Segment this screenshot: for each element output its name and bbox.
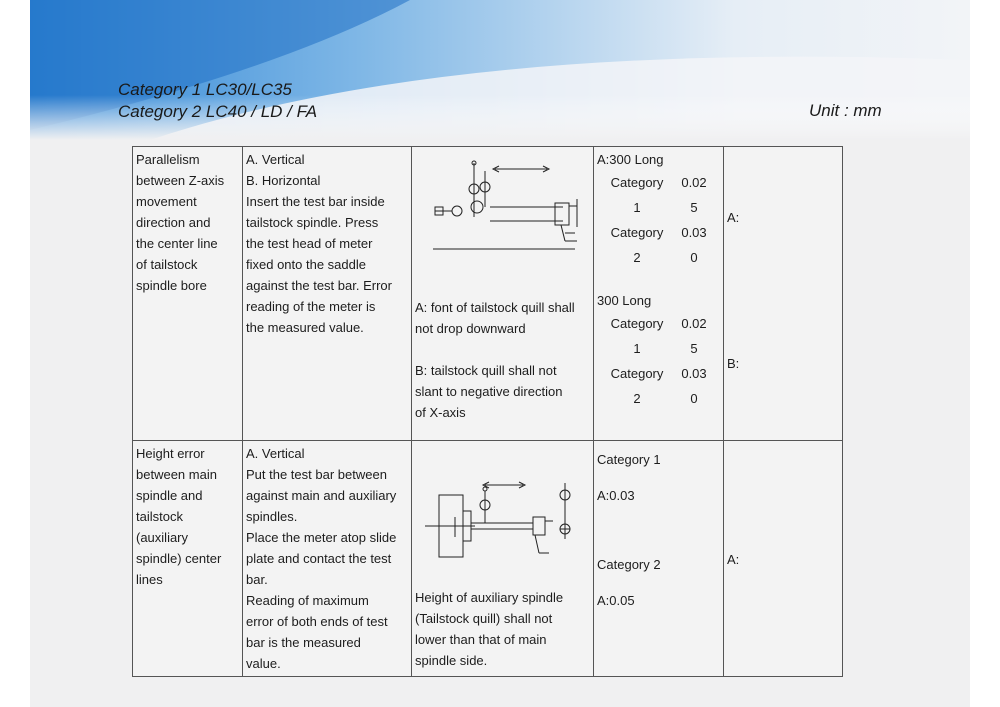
requirement-note: Height of auxiliary spindle (Tailstock quill) shall not lower than that of main spindle side. (415, 590, 564, 668)
method-cell: A. Vertical B. Horizontal Insert the test bar inside tailstock spindle. Press the test head of meter fixed onto the saddle against the test bar. Error reading of the meter is the measured value. (243, 147, 412, 441)
category-line-2: Category 2 LC40 / LD / FA (118, 102, 318, 121)
tolerance-a-grid (597, 170, 720, 270)
tolerance-label: 1 (633, 341, 641, 356)
inspection-table (132, 146, 843, 677)
table-row (133, 147, 843, 441)
tolerance-line: A:0.03 (597, 488, 635, 503)
tolerance-value: 0 (690, 391, 698, 406)
tolerance-value: 0 (690, 250, 698, 265)
parallelism-test-diagram (415, 149, 590, 297)
result-a: A: (727, 210, 740, 225)
tolerance-label: Category (610, 225, 664, 240)
tolerance-label: 2 (633, 391, 641, 406)
tolerance-b-grid (597, 311, 720, 411)
result-cell (724, 441, 843, 677)
tolerance-line: Category 1 (597, 452, 661, 467)
diagram-note-cell (412, 147, 594, 441)
tolerance-value: 0.03 (681, 366, 707, 381)
category-line-1: Category 1 LC30/LC35 (118, 80, 292, 99)
item-cell: Parallelism between Z-axis movement direction and the center line of tailstock spindle bore (133, 147, 243, 441)
table-row (133, 441, 843, 677)
tolerance-value: 5 (690, 200, 698, 215)
diagram-note-cell (412, 441, 594, 677)
tolerance-line: A:0.05 (597, 593, 635, 608)
tolerance-value: 0.03 (681, 225, 707, 240)
tolerance-label: Category (610, 316, 664, 331)
tolerance-value: 0.02 (681, 316, 707, 331)
result-a: A: (727, 552, 740, 567)
tolerance-value: 5 (690, 341, 698, 356)
tolerance-cell (594, 441, 724, 677)
tolerance-label: Category (610, 175, 664, 190)
slide (30, 0, 970, 707)
tolerance-a-title: A:300 Long (597, 152, 664, 167)
tolerance-b-title: 300 Long (597, 293, 652, 308)
height-error-test-diagram (415, 443, 590, 587)
item-cell: Height error between main spindle and tailstock (auxiliary spindle) center lines (133, 441, 243, 677)
tolerance-cell (594, 147, 724, 441)
method-cell: A. Vertical Put the test bar between against main and auxiliary spindles. Place the meter atop slide plate and contact the test bar. Reading of maximum error of both ends of test bar is the measured value. (243, 441, 412, 677)
tolerance-line: Category 2 (597, 557, 661, 572)
tolerance-value: 0.02 (681, 175, 707, 190)
category-header (118, 79, 317, 123)
requirement-note: A: font of tailstock quill shall not drop downward B: tailstock quill shall not slant to negative direction of X-axis (415, 300, 575, 420)
tolerance-label: 1 (633, 200, 641, 215)
tolerance-label: Category (610, 366, 664, 381)
unit-label: Unit : mm (809, 101, 882, 120)
result-b: B: (727, 356, 740, 371)
result-cell (724, 147, 843, 441)
tolerance-label: 2 (633, 250, 641, 265)
